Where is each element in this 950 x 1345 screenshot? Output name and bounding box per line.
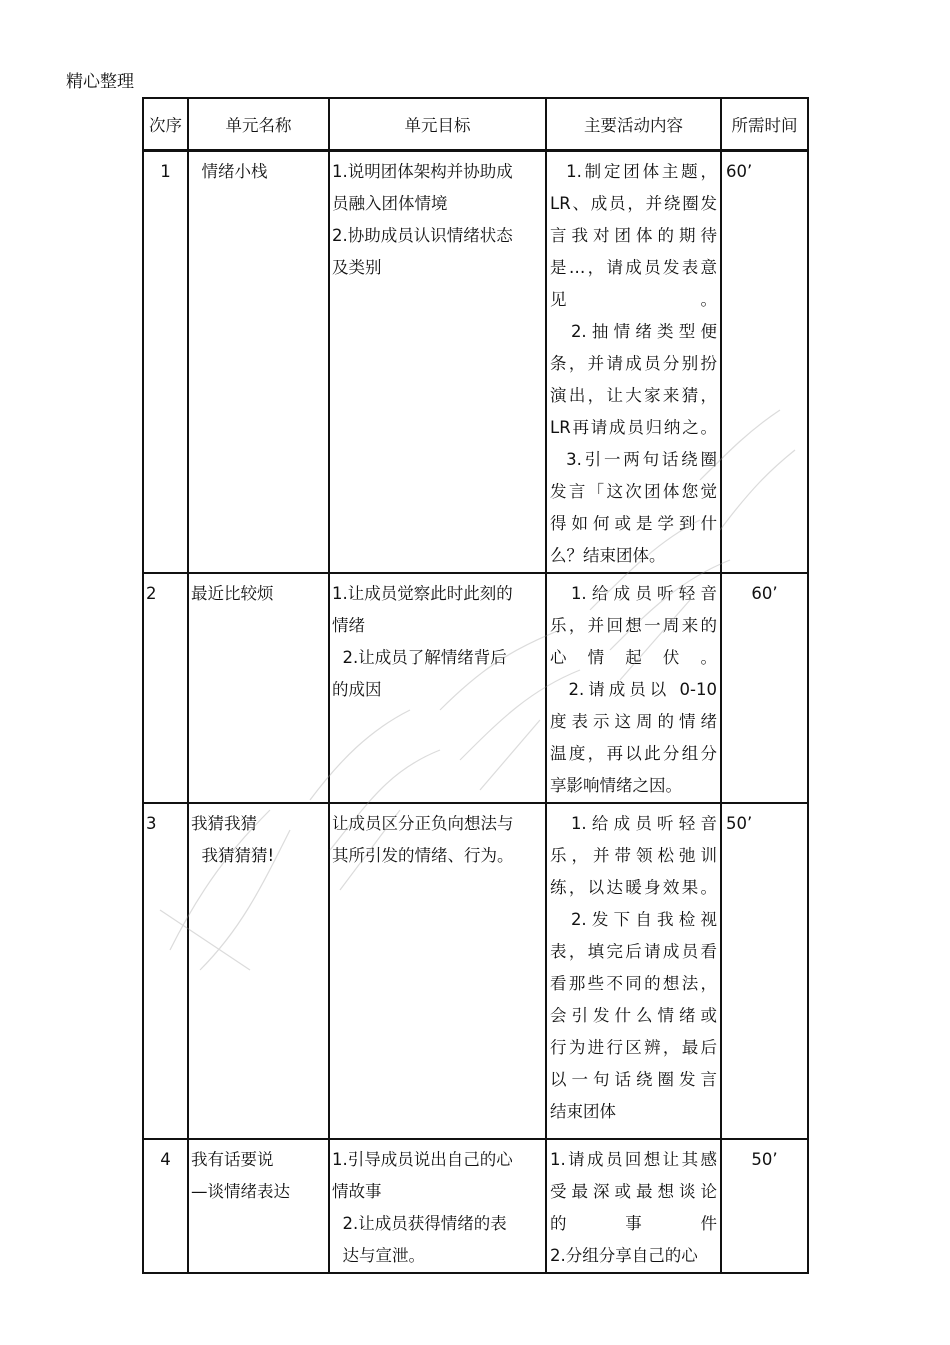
- seq-number: 2: [146, 584, 157, 603]
- cell-unit-goal-line: 1.让成员觉察此时此刻的: [332, 584, 513, 603]
- cell-unit-goal-line: 及类别: [332, 258, 382, 277]
- cell-main-activity-line: 乐，并带领松弛训: [550, 846, 717, 865]
- cell-main-activity-line: 1.给成员听轻音: [550, 584, 717, 603]
- cell-main-activity-line: 表，填完后请成员看: [550, 942, 717, 961]
- table-row: [143, 803, 808, 1139]
- cell-main-activity-line: LR、成员，并绕圈发: [550, 194, 717, 213]
- cell-main-activity-line: 练，以达暖身效果。: [550, 878, 717, 897]
- cell-main-activity-line: 享影响情绪之因。: [550, 776, 682, 795]
- cell-seq: [143, 803, 188, 1139]
- header-main-activity: 主要活动内容: [546, 98, 721, 151]
- cell-seq: [143, 573, 188, 803]
- seq-number: 4: [160, 1150, 171, 1169]
- cell-main-activity: [546, 1139, 721, 1273]
- cell-main-activity-line: 得如何或是学到什: [550, 514, 717, 533]
- cell-unit-goal: [329, 151, 546, 574]
- seq-number: 1: [160, 162, 171, 181]
- cell-unit-goal: [329, 1139, 546, 1273]
- cell-main-activity-line: 见。: [550, 290, 717, 309]
- header-unit-goal: 单元目标: [329, 98, 546, 151]
- header-seq: 次序: [143, 98, 188, 151]
- cell-main-activity-line: 2.分组分享自己的心: [550, 1246, 698, 1265]
- header-time-needed: 所需时间: [721, 98, 808, 151]
- cell-time: [721, 151, 808, 574]
- table-row: [143, 573, 808, 803]
- cell-main-activity-line: 2.发下自我检视: [550, 910, 717, 929]
- cell-main-activity-line: LR再请成员归纳之。: [550, 418, 717, 437]
- cell-unit-goal-line: 其所引发的情绪、行为。: [332, 846, 514, 865]
- header-unit-name: 单元名称: [188, 98, 329, 151]
- cell-main-activity-line: 3.引一两句话绕圈: [550, 450, 717, 469]
- table-row: [143, 1139, 808, 1273]
- cell-main-activity: [546, 573, 721, 803]
- cell-unit-goal: [329, 803, 546, 1139]
- cell-main-activity-line: 2.请成员以 0-10: [550, 680, 717, 699]
- time-value: 60’: [751, 584, 778, 603]
- cell-unit-goal-line: 情绪: [332, 616, 365, 635]
- cell-main-activity-line: 乐，并回想一周来的: [550, 616, 717, 635]
- cell-time: [721, 1139, 808, 1273]
- cell-unit-name: [188, 803, 329, 1139]
- cell-unit-name: [188, 1139, 329, 1273]
- cell-main-activity-line: 1.给成员听轻音: [550, 814, 717, 833]
- cell-unit-goal-line: 让成员区分正负向想法与: [332, 814, 514, 833]
- cell-unit-name: [188, 151, 329, 574]
- time-value: 50’: [751, 1150, 778, 1169]
- cell-main-activity-line: 2.抽情绪类型便: [550, 322, 717, 341]
- time-value: 50’: [726, 814, 753, 833]
- cell-unit-goal-line: 1.说明团体架构并协助成: [332, 162, 513, 181]
- cell-main-activity-line: 是…，请成员发表意: [550, 258, 717, 277]
- cell-unit-goal-line: 2.协助成员认识情绪状态: [332, 226, 513, 245]
- cell-unit-goal-line: 1.引导成员说出自己的心: [332, 1150, 513, 1169]
- cell-seq: [143, 1139, 188, 1273]
- cell-time: [721, 573, 808, 803]
- cell-time: [721, 803, 808, 1139]
- cell-unit-name: [188, 573, 329, 803]
- cell-unit-goal-line: 的成因: [332, 680, 382, 699]
- cell-main-activity-line: 言我对团体的期待: [550, 226, 717, 245]
- cell-main-activity: [546, 803, 721, 1139]
- table-row: [143, 151, 808, 574]
- cell-main-activity-line: 以一句话绕圈发言: [550, 1070, 717, 1089]
- cell-main-activity-line: 的事件: [550, 1214, 717, 1233]
- cell-main-activity-line: 度表示这周的情绪: [550, 712, 717, 731]
- page-header: 精心整理: [66, 72, 134, 92]
- cell-main-activity-line: 看那些不同的想法，: [550, 974, 717, 993]
- cell-main-activity-line: 受最深或最想谈论: [550, 1182, 717, 1201]
- cell-main-activity-line: 会引发什么情绪或: [550, 1006, 717, 1025]
- cell-unit-name-line: —谈情绪表达: [191, 1182, 290, 1201]
- time-value: 60’: [726, 162, 753, 181]
- cell-main-activity-line: 1.制定团体主题，: [550, 162, 717, 181]
- cell-unit-goal: [329, 573, 546, 803]
- cell-unit-goal-line: 2.让成员获得情绪的表: [332, 1214, 507, 1233]
- cell-main-activity-line: 么？结束团体。: [550, 546, 666, 565]
- cell-unit-name-line: 我猜我猜: [191, 814, 257, 833]
- cell-main-activity: [546, 151, 721, 574]
- cell-main-activity-line: 演出，让大家来猜，: [550, 386, 717, 405]
- cell-main-activity-line: 温度，再以此分组分: [550, 744, 717, 763]
- cell-unit-name-line: 情绪小栈: [191, 162, 268, 181]
- cell-unit-goal-line: 员融入团体情境: [332, 194, 448, 213]
- cell-unit-goal-line: 2.让成员了解情绪背后: [332, 648, 507, 667]
- cell-main-activity-line: 心情起伏。: [550, 648, 717, 667]
- cell-main-activity-line: 1.请成员回想让其感: [550, 1150, 717, 1169]
- cell-unit-name-line: 我猜猜猜!: [191, 846, 275, 865]
- cell-unit-goal-line: 情故事: [332, 1182, 382, 1201]
- cell-unit-name-line: 最近比较烦: [191, 584, 274, 603]
- seq-number: 3: [146, 814, 157, 833]
- cell-main-activity-line: 发言「这次团体您觉: [550, 482, 717, 501]
- cell-main-activity-line: 结束团体: [550, 1102, 616, 1121]
- cell-unit-name-line: 我有话要说: [191, 1150, 274, 1169]
- cell-main-activity-line: 行为进行区辨，最后: [550, 1038, 717, 1057]
- table-header-row: [143, 98, 808, 151]
- cell-main-activity-line: 条，并请成员分别扮: [550, 354, 717, 373]
- cell-seq: [143, 151, 188, 574]
- activity-plan-table: [142, 97, 809, 1274]
- cell-unit-goal-line: 达与宣泄。: [332, 1246, 425, 1265]
